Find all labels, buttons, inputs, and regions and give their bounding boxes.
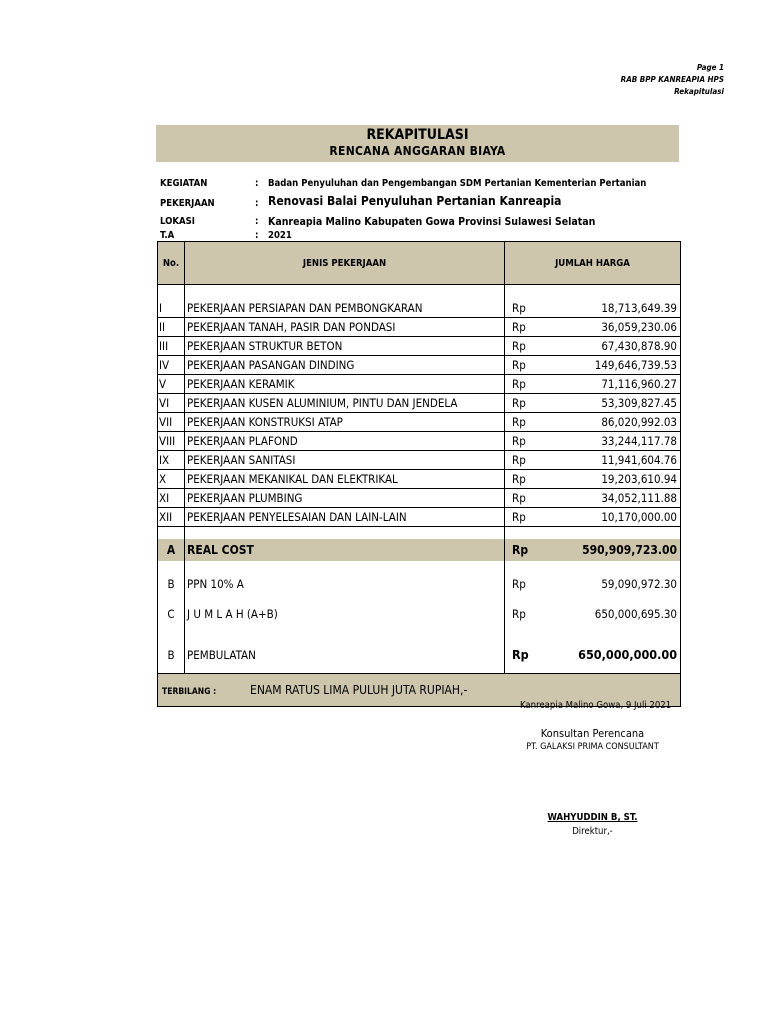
item-no: XII: [158, 508, 185, 527]
item-job: PEKERJAAN PASANGAN DINDING: [185, 356, 505, 375]
kegiatan-separator: :: [255, 178, 259, 189]
item-currency: Rp: [505, 394, 545, 413]
item-currency: Rp: [505, 451, 545, 470]
kegiatan-value: Badan Penyuluhan dan Pengembangan SDM Pertanian Kementerian Pertanian: [268, 178, 647, 189]
table-row: [158, 318, 681, 337]
item-amount: 11,941,604.76: [545, 451, 681, 470]
header-job: JENIS PEKERJAAN: [185, 242, 505, 285]
lokasi-value: Kanreapia Malino Kabupaten Gowa Provinsi Sulawesi Selatan: [268, 216, 596, 228]
page-header: [621, 62, 724, 98]
item-currency: Rp: [505, 489, 545, 508]
item-no: X: [158, 470, 185, 489]
terbilang-value: ENAM RATUS LIMA PULUH JUTA RUPIAH,-: [250, 682, 468, 697]
table-row: [158, 489, 681, 508]
jumlah-label: J U M L A H (A+B): [185, 599, 505, 629]
lokasi-separator: :: [255, 216, 259, 227]
rab-table: [157, 241, 681, 707]
pembulatan-no: B: [158, 629, 185, 673]
ppn-amount: 59,090,972.30: [545, 561, 681, 599]
item-currency: Rp: [505, 432, 545, 451]
gap-row: [158, 527, 681, 540]
pekerjaan-separator: :: [255, 198, 259, 209]
item-currency: Rp: [505, 470, 545, 489]
item-no: IV: [158, 356, 185, 375]
place-date: Kanreapia Malino Gowa, 9 Juli 2021: [520, 700, 672, 711]
table-row: [158, 356, 681, 375]
item-amount: 18,713,649.39: [545, 299, 681, 318]
item-amount: 67,430,878.90: [545, 337, 681, 356]
jumlah-currency: Rp: [512, 607, 526, 621]
item-amount: 149,646,739.53: [545, 356, 681, 375]
real-cost-no: A: [158, 539, 185, 561]
item-no: VII: [158, 413, 185, 432]
item-job: PEKERJAAN SANITASI: [185, 451, 505, 470]
header-amount: JUMLAH HARGA: [505, 242, 681, 285]
signer-title: Direktur,-: [572, 826, 613, 837]
page-subtitle: RENCANA ANGGARAN BIAYA: [329, 144, 506, 158]
table-row: [158, 394, 681, 413]
table-row: [158, 413, 681, 432]
jumlah-row: [158, 599, 681, 629]
page-number: Page 1: [696, 63, 724, 72]
pekerjaan-label: PEKERJAAN: [160, 198, 215, 209]
item-amount: 86,020,992.03: [545, 413, 681, 432]
item-amount: 53,309,827.45: [545, 394, 681, 413]
item-job: PEKERJAAN TANAH, PASIR DAN PONDASI: [185, 318, 505, 337]
consultant-role: Konsultan Perencana: [540, 727, 645, 740]
item-job: PEKERJAAN KONSTRUKSI ATAP: [185, 413, 505, 432]
terbilang-label: TERBILANG :: [162, 686, 217, 697]
kegiatan-label: KEGIATAN: [160, 178, 208, 189]
pembulatan-amount: 650,000,000.00: [545, 629, 681, 673]
item-currency: Rp: [505, 508, 545, 527]
item-amount: 36,059,230.06: [545, 318, 681, 337]
jumlah-amount: 650,000,695.30: [545, 599, 681, 629]
table-row: [158, 375, 681, 394]
item-no: VIII: [158, 432, 185, 451]
item-job: PEKERJAAN PLAFOND: [185, 432, 505, 451]
item-job: PEKERJAAN STRUKTUR BETON: [185, 337, 505, 356]
item-no: VI: [158, 394, 185, 413]
item-no: V: [158, 375, 185, 394]
item-no: II: [158, 318, 185, 337]
table-row: [158, 337, 681, 356]
spacer-row: [158, 285, 681, 300]
pekerjaan-value: Renovasi Balai Penyuluhan Pertanian Kanreapia: [268, 194, 562, 208]
item-currency: Rp: [505, 375, 545, 394]
real-cost-row: [158, 539, 681, 561]
item-currency: Rp: [505, 318, 545, 337]
header-no: No.: [158, 242, 185, 285]
item-amount: 33,244,117.78: [545, 432, 681, 451]
ppn-row: [158, 561, 681, 599]
items-body: [158, 299, 681, 527]
table-header-row: [158, 242, 681, 285]
item-job: PEKERJAAN KUSEN ALUMINIUM, PINTU DAN JENDELA: [185, 394, 505, 413]
table-row: [158, 451, 681, 470]
ppn-label: PPN 10% A: [185, 561, 505, 599]
pembulatan-currency: Rp: [512, 647, 529, 663]
item-job: PEKERJAAN PERSIAPAN DAN PEMBONGKARAN: [185, 299, 505, 318]
item-currency: Rp: [505, 337, 545, 356]
lokasi-label: LOKASI: [160, 216, 195, 227]
sheet-name: Rekapitulasi: [674, 87, 724, 96]
item-amount: 19,203,610.94: [545, 470, 681, 489]
page-title: REKAPITULASI: [366, 127, 469, 143]
ppn-currency: Rp: [512, 577, 526, 591]
item-currency: Rp: [505, 356, 545, 375]
ta-value: 2021: [268, 230, 292, 241]
ppn-no: B: [158, 561, 185, 599]
pembulatan-label: PEMBULATAN: [185, 629, 505, 673]
jumlah-no: C: [158, 599, 185, 629]
item-currency: Rp: [505, 299, 545, 318]
item-no: III: [158, 337, 185, 356]
table-row: [158, 470, 681, 489]
ta-separator: :: [255, 230, 259, 241]
item-no: I: [158, 299, 185, 318]
consultant-company: PT. GALAKSI PRIMA CONSULTANT: [526, 742, 659, 752]
item-job: PEKERJAAN PLUMBING: [185, 489, 505, 508]
item-job: PEKERJAAN PENYELESAIAN DAN LAIN-LAIN: [185, 508, 505, 527]
item-no: XI: [158, 489, 185, 508]
ta-label: T.A: [160, 230, 175, 241]
item-no: IX: [158, 451, 185, 470]
table-row: [158, 508, 681, 527]
table-row: [158, 299, 681, 318]
item-amount: 34,052,111.88: [545, 489, 681, 508]
item-currency: Rp: [505, 413, 545, 432]
item-amount: 71,116,960.27: [545, 375, 681, 394]
item-job: PEKERJAAN MEKANIKAL DAN ELEKTRIKAL: [185, 470, 505, 489]
signer-name: WAHYUDDIN B, ST.: [547, 812, 638, 823]
item-amount: 10,170,000.00: [545, 508, 681, 527]
real-cost-amount: 590,909,723.00: [545, 539, 681, 561]
real-cost-label: REAL COST: [185, 539, 505, 561]
item-job: PEKERJAAN KERAMIK: [185, 375, 505, 394]
real-cost-currency: Rp: [505, 539, 545, 561]
document-name: RAB BPP KANREAPIA HPS: [620, 75, 724, 84]
table-row: [158, 432, 681, 451]
title-box: [156, 125, 679, 162]
pembulatan-row: [158, 629, 681, 673]
